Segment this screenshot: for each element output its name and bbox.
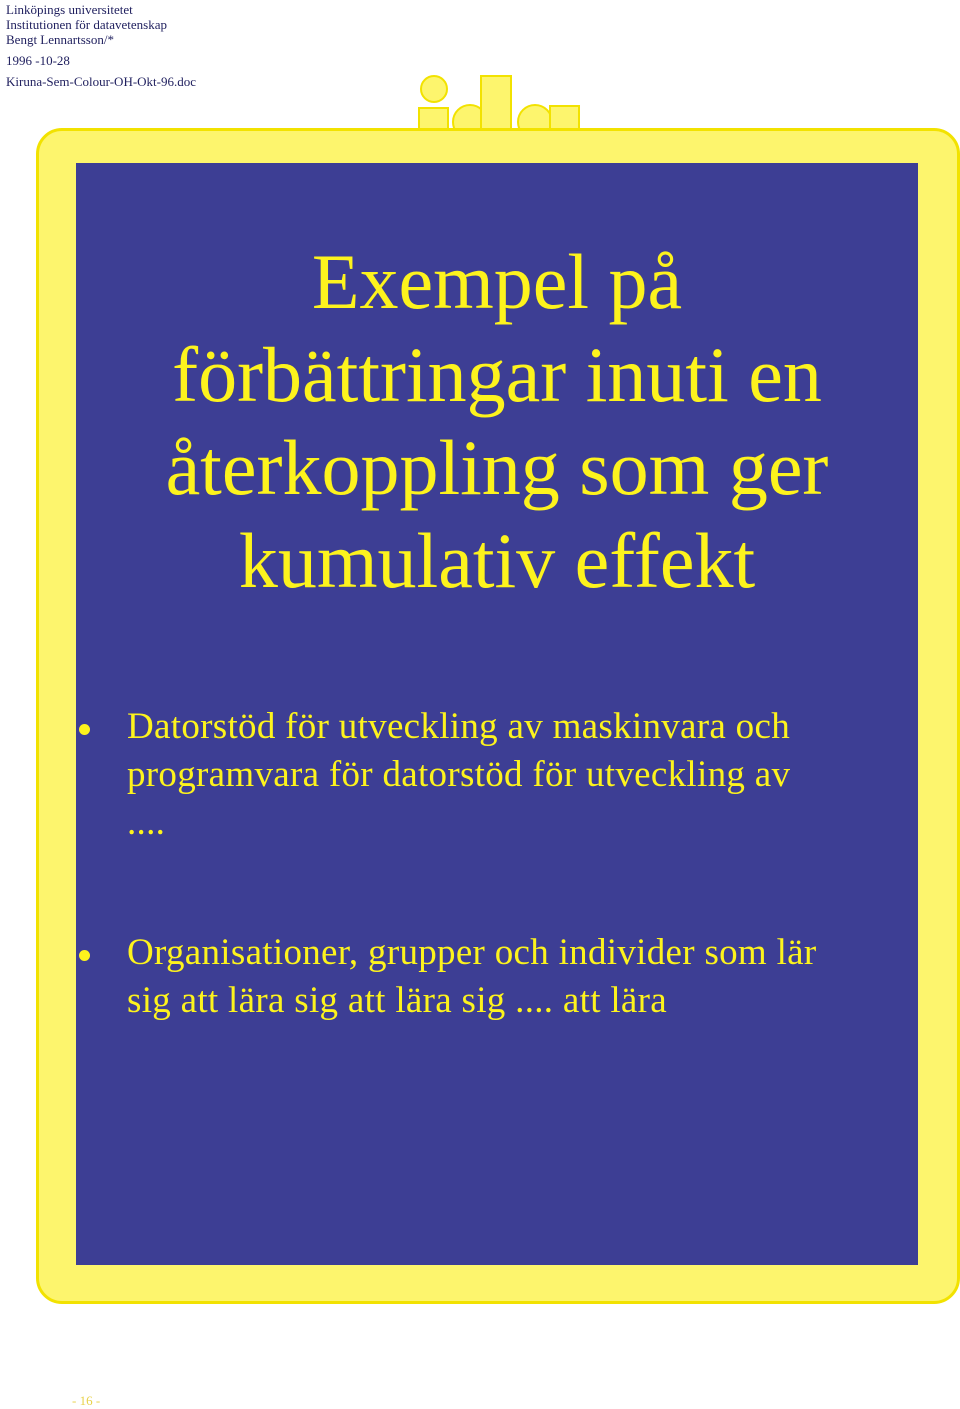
slide-title-line: Exempel på xyxy=(311,238,683,325)
page-number: - 16 - xyxy=(72,1393,101,1408)
bullet-item xyxy=(76,703,918,847)
university-name: Linköpings universitetet xyxy=(6,2,133,17)
document-date: 1996 -10-28 xyxy=(6,53,70,68)
bullet-text-line: programvara för datorstöd för utveckling av xyxy=(127,754,791,795)
slide-title-line: förbättringar inuti en xyxy=(172,331,822,418)
bullet-text-line: sig att lära sig att lära sig .... att lära xyxy=(127,980,667,1021)
bullet-text-line: Organisationer, grupper och individer som lär xyxy=(127,932,817,973)
author-name: Bengt Lennartsson/* xyxy=(6,32,114,47)
slide-title-line: kumulativ effekt xyxy=(238,517,756,604)
department-name: Institutionen för datavetenskap xyxy=(6,17,168,32)
bullet-text-line: Datorstöd för utveckling av maskinvara och xyxy=(127,706,790,747)
slide-title-line: återkoppling som ger xyxy=(165,424,829,511)
bullet-list xyxy=(76,703,918,1025)
bullet-text-line: .... xyxy=(127,802,166,843)
document-header xyxy=(6,2,196,89)
bullet-dot-icon xyxy=(79,724,90,735)
slide-title xyxy=(76,235,918,607)
bullet-item xyxy=(76,929,918,1025)
document-filename: Kiruna-Sem-Colour-OH-Okt-96.doc xyxy=(6,74,197,89)
bullet-dot-icon xyxy=(79,950,90,961)
slide-panel xyxy=(76,163,918,1265)
